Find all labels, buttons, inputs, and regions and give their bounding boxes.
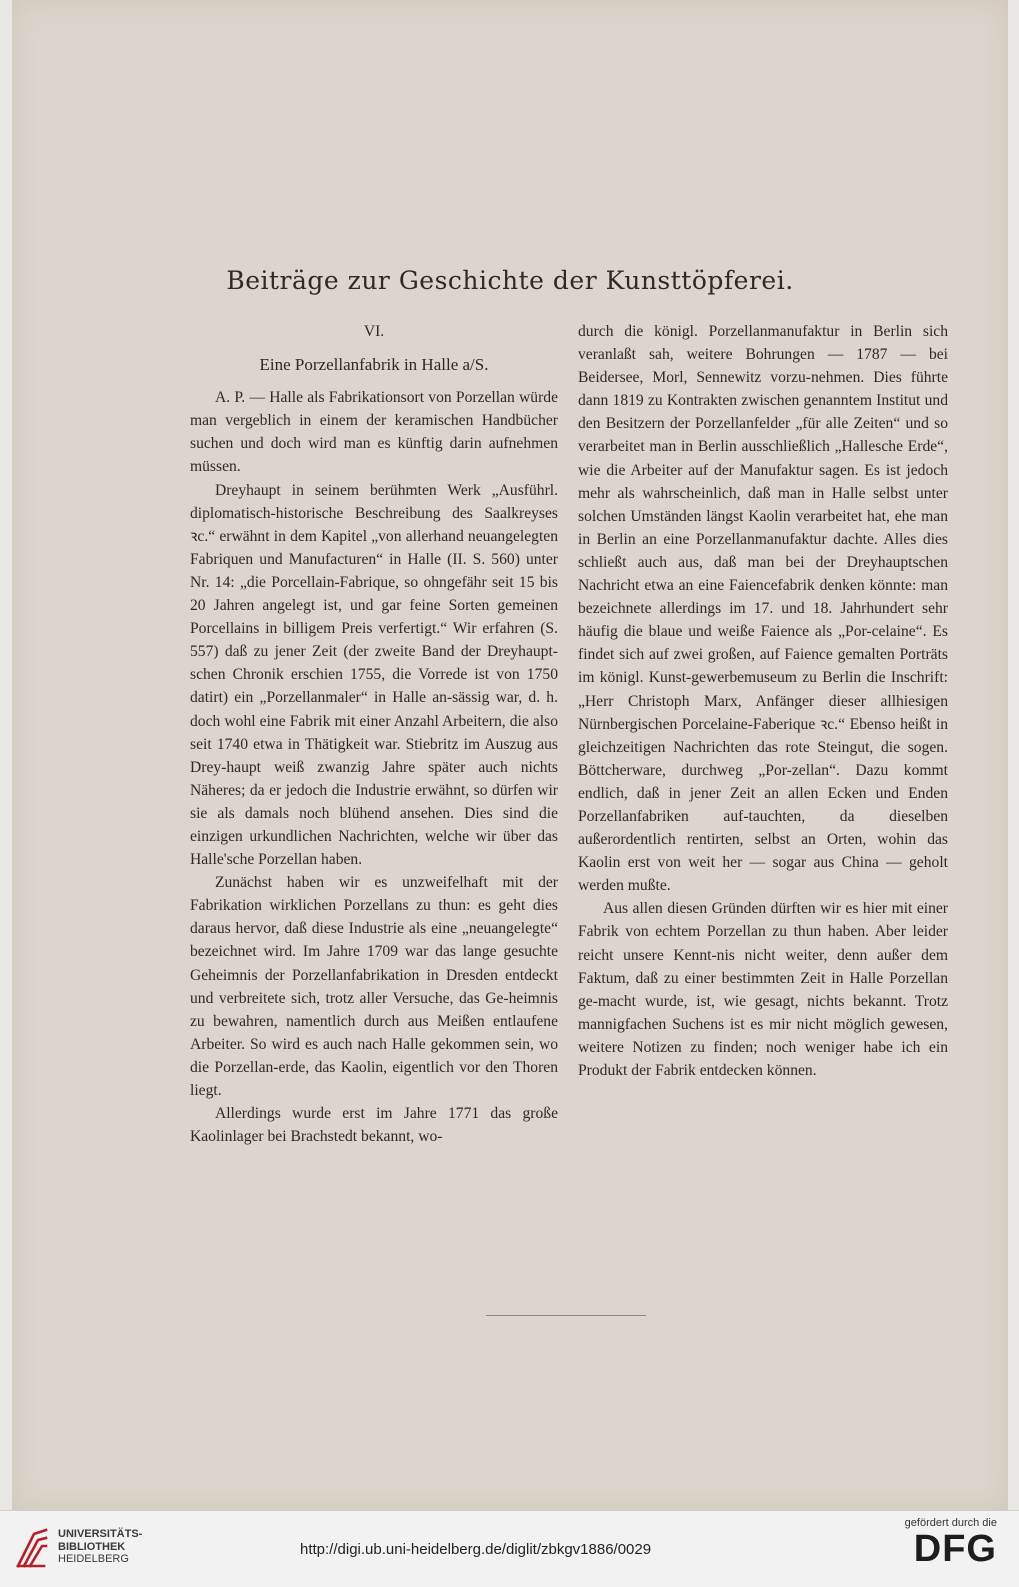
paragraph: durch die königl. Porzellanmanufaktur in Berlin sich veranlaßt sah, weitere Bohrungen — 1787 — bei Beidersee, Morl, Sennewitz vorzu-nehmen. Dies führte dann 1819 zu Kontrakten zwischen genanntem Institut und den Besitzern der Porzellanfelder „für alle Zeiten“ und so verarbeitet man in Berlin ausschließlich „Hallesche Erde“, wie die Arbeiter auf der Manufaktur sagen. Es ist jedoch mehr als wahrscheinlich, daß man in Halle selbst unter solchen Umständen längst Kaolin verarbeitet hat, ehe man in Berlin an eine Porzellanmanufaktur dachte. Alles dies schließt auch aus, daß man bei der Dreyhauptschen Nachricht etwa an eine Faiencefabrik denken könnte: man bezeichnete allerdings im 17. und 18. Jahrhundert sehr häufig die blaue und weiße Faience als „Por-celaine“. Es findet sich auf zwei großen, auf Faience gemalten Porträts im königl. Kunst-gewerbemuseum zu Berlin die Inschrift: „Herr Christoph Marx, Anfänger dieser allhiesigen Nürnbergischen Porcelaine-Faberique ꝛc.“ Ebenso heißt in gleichzeitigen Nachrichten das rote Steingut, die sogen. Böttcherware, durchweg „Por-zellan“. Dazu kommt endlich, daß in jener Zeit an allen Ecken und Enden Porzellanfabriken auf-tauchten, da dieselben außerordentlich rentirten, selbst an Orten, wohin das Kaolin erst von weit her — sogar aus China — geholt werden mußte. bbox=[578, 323, 948, 895]
paragraph: Aus allen diesen Gründen dürften wir es hier mit einer Fabrik von echtem Porzellan zu thun haben. Aber leider reicht unsere Kennt-nis nicht weiter, denn außer dem Faktum, daß zu einer bestimmten Zeit in Halle Porzellan ge-macht wurde, ist, wie gesagt, nichts bekannt. Trotz mannigfachen Suchens ist es mir nicht möglich gewesen, weitere Notizen zu finden; noch weniger habe ich ein Produkt der Fabrik entdecken können. bbox=[578, 900, 948, 1079]
scanned-page bbox=[12, 0, 1008, 1510]
right-column bbox=[578, 320, 948, 1082]
left-column bbox=[190, 320, 558, 1148]
paragraph: Zunächst haben wir es unzweifelhaft mit der Fabrikation wirklichen Porzellans zu thun: es geht dies daraus hervor, daß diese Industrie als eine „neuangelegte“ bezeichnet wird. Im Jahre 1709 war das lange gesuchte Geheimnis der Porzellanfabrikation in Dresden entdeckt und verbreitete sich, trotz aller Versuche, das Ge-heimnis zu bewahren, namentlich durch aus Meißen entlaufene Arbeiter. So wird es auch nach Halle gekommen sein, wo die Porzellan-erde, das Kaolin, eigentlich vor den Thoren liegt. bbox=[190, 874, 558, 1099]
viewer-footer bbox=[0, 1510, 1019, 1587]
end-rule bbox=[486, 1315, 646, 1316]
paragraph: Dreyhaupt in seinem berühmten Werk „Ausführl. diplomatisch-historische Beschreibung des Saalkreyses ꝛc.“ erwähnt in dem Kapitel „von allerhand neuangelegten Fabriquen und Manufacturen“ in Halle (II. S. 560) unter Nr. 14: „die Porcellain-Fabrique, so ohngefähr seit 15 bis 20 Jahren angelegt ist, und gar feine Sorten gemeinen Porcellains in billigem Preis verfertigt.“ Wir erfahren (S. 557) daß zu jener Zeit (der zweite Band der Dreyhaupt-schen Chronik erschien 1755, die Vorrede ist von 1750 datirt) ein „Porzellanmaler“ in Halle an-sässig war, d. h. doch wohl eine Fabrik mit einer Anzahl Arbeitern, die also seit 1740 etwa in Thätigkeit war. Stiebritz im Auszug aus Drey-haupt weiß zwanzig Jahre später auch nichts Näheres; da er jedoch die Industrie erwähnt, so dürfen wir sie als damals noch blühend ansehen. Dies sind die einzigen urkundlichen Nachrichten, welche wir über das Halle'sche Porzellan haben. bbox=[190, 481, 558, 869]
permalink-url[interactable]: http://digi.ub.uni-heidelberg.de/diglit/zbkgv1886/0029 bbox=[300, 1541, 652, 1558]
paragraph: A. P. — Halle als Fabrikationsort von Porzellan würde man vergeblich in einem der keramischen Handbücher suchen und doch wird man es künftig darin aufnehmen müssen. bbox=[190, 389, 558, 476]
heidelberg-logo-icon bbox=[14, 1524, 50, 1570]
library-logo[interactable] bbox=[14, 1524, 142, 1570]
library-name: UNIVERSITÄTS- BIBLIOTHEK HEIDELBERG bbox=[58, 1528, 143, 1566]
funding-caption: gefördert durch die bbox=[904, 1517, 997, 1529]
dfg-logo: DFG bbox=[913, 1528, 997, 1570]
section-number: VI. bbox=[363, 323, 385, 340]
section-title: Eine Porzellanfabrik in Halle a/S. bbox=[259, 355, 489, 375]
funder-block[interactable] bbox=[905, 1517, 997, 1569]
page-title: Beiträge zur Geschichte der Kunsttöpferei. bbox=[226, 266, 794, 295]
paragraph: Allerdings wurde erst im Jahre 1771 das große Kaolinlager bei Brachstedt bekannt, wo- bbox=[190, 1105, 558, 1146]
